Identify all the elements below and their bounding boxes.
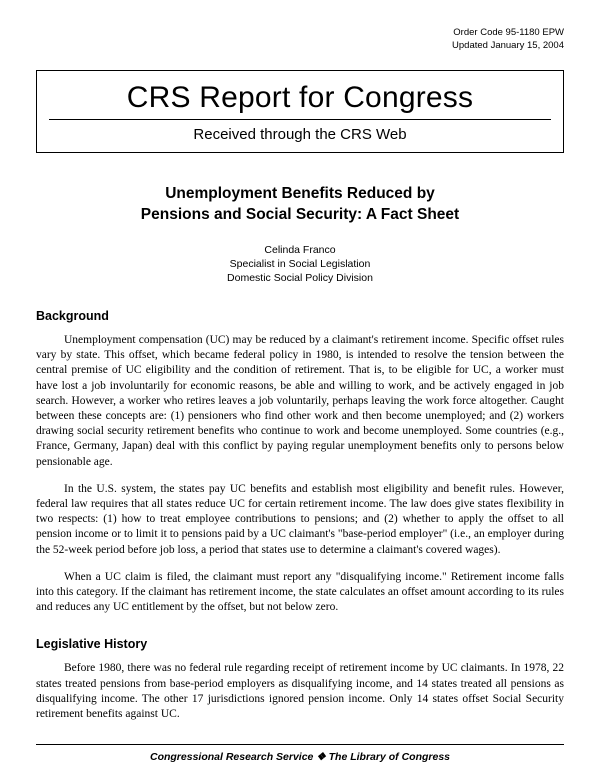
updated-date: Updated January 15, 2004 (452, 40, 564, 51)
page-title (36, 183, 564, 225)
order-code: Order Code 95-1180 EPW (453, 27, 564, 38)
paragraph: Before 1980, there was no federal rule regarding receipt of retirement income by UC claimants. In 1978, 22 states treated pensions from base-period employers as disqualifying income, and 14 states treated all pensions as disqualifying income. The other 17 jurisdictions ignored pension income. Only 14 states offset Social Security retirement benefits against UC. (36, 662, 564, 721)
author-division: Domestic Social Policy Division (227, 272, 373, 284)
page-footer: Congressional Research Service ❖ The Library of Congress (36, 744, 564, 763)
author-title: Specialist in Social Legislation (229, 258, 371, 270)
section-heading-legislative-history: Legislative History (36, 637, 148, 652)
crs-banner-subtitle: Received through the CRS Web (193, 126, 407, 143)
paragraph: When a UC claim is filed, the claimant must report any "disqualifying income." Retirement income falls into this category. If the claimant has retirement income, the state calculates an offset amount according to its rules and reduces any UC entitlement by the offset, but not below zero. (36, 570, 564, 614)
paragraph: In the U.S. system, the states pay UC benefits and establish most eligibility and benefit rules. However, federal law requires that all states reduce UC for certain retirement income. The law does give states flexibility in two respects: (1) how to treat employee contributions to pensions; and (2) whether to apply the offset to all pension income or to limit it to pensions paid by a UC claimant's "base-period employer" (i.e., an employer during the 52-week period before job loss, a period that states use to determine a claimant's covered wages). (36, 482, 564, 556)
crs-banner (36, 70, 564, 153)
crs-banner-title: CRS Report for Congress (49, 81, 551, 120)
byline (36, 243, 564, 285)
author-name: Celinda Franco (264, 244, 336, 256)
document-header-meta (36, 26, 564, 52)
page-title-line-2: Pensions and Social Security: A Fact Sheet (140, 206, 460, 223)
paragraph: Unemployment compensation (UC) may be reduced by a claimant's retirement income. Specific offset rules vary by state. This offset, which became federal policy in 1980, is intended to resolve the tension between the central premise of UC eligibility and the condition of retirement. That is, to be eligible for UC, a worker must have lost a job involuntarily for economic reasons, be able and willing to work, and be actively engaged in job search. However, a worker who retires leaves a job voluntarily, perhaps leaving the work force altogether. Caught between these concepts are: (1) pensioners who find other work and then become unemployed; and (2) workers drawing social security retirement benefits who continue to work and become unemployed. Some countries (e.g., France, Germany, Japan) deal with this conflict by paying regular unemployment benefits only to persons below pensionable age. (36, 334, 564, 468)
section-heading-background: Background (36, 309, 109, 323)
page-title-line-1: Unemployment Benefits Reduced by (165, 185, 435, 202)
